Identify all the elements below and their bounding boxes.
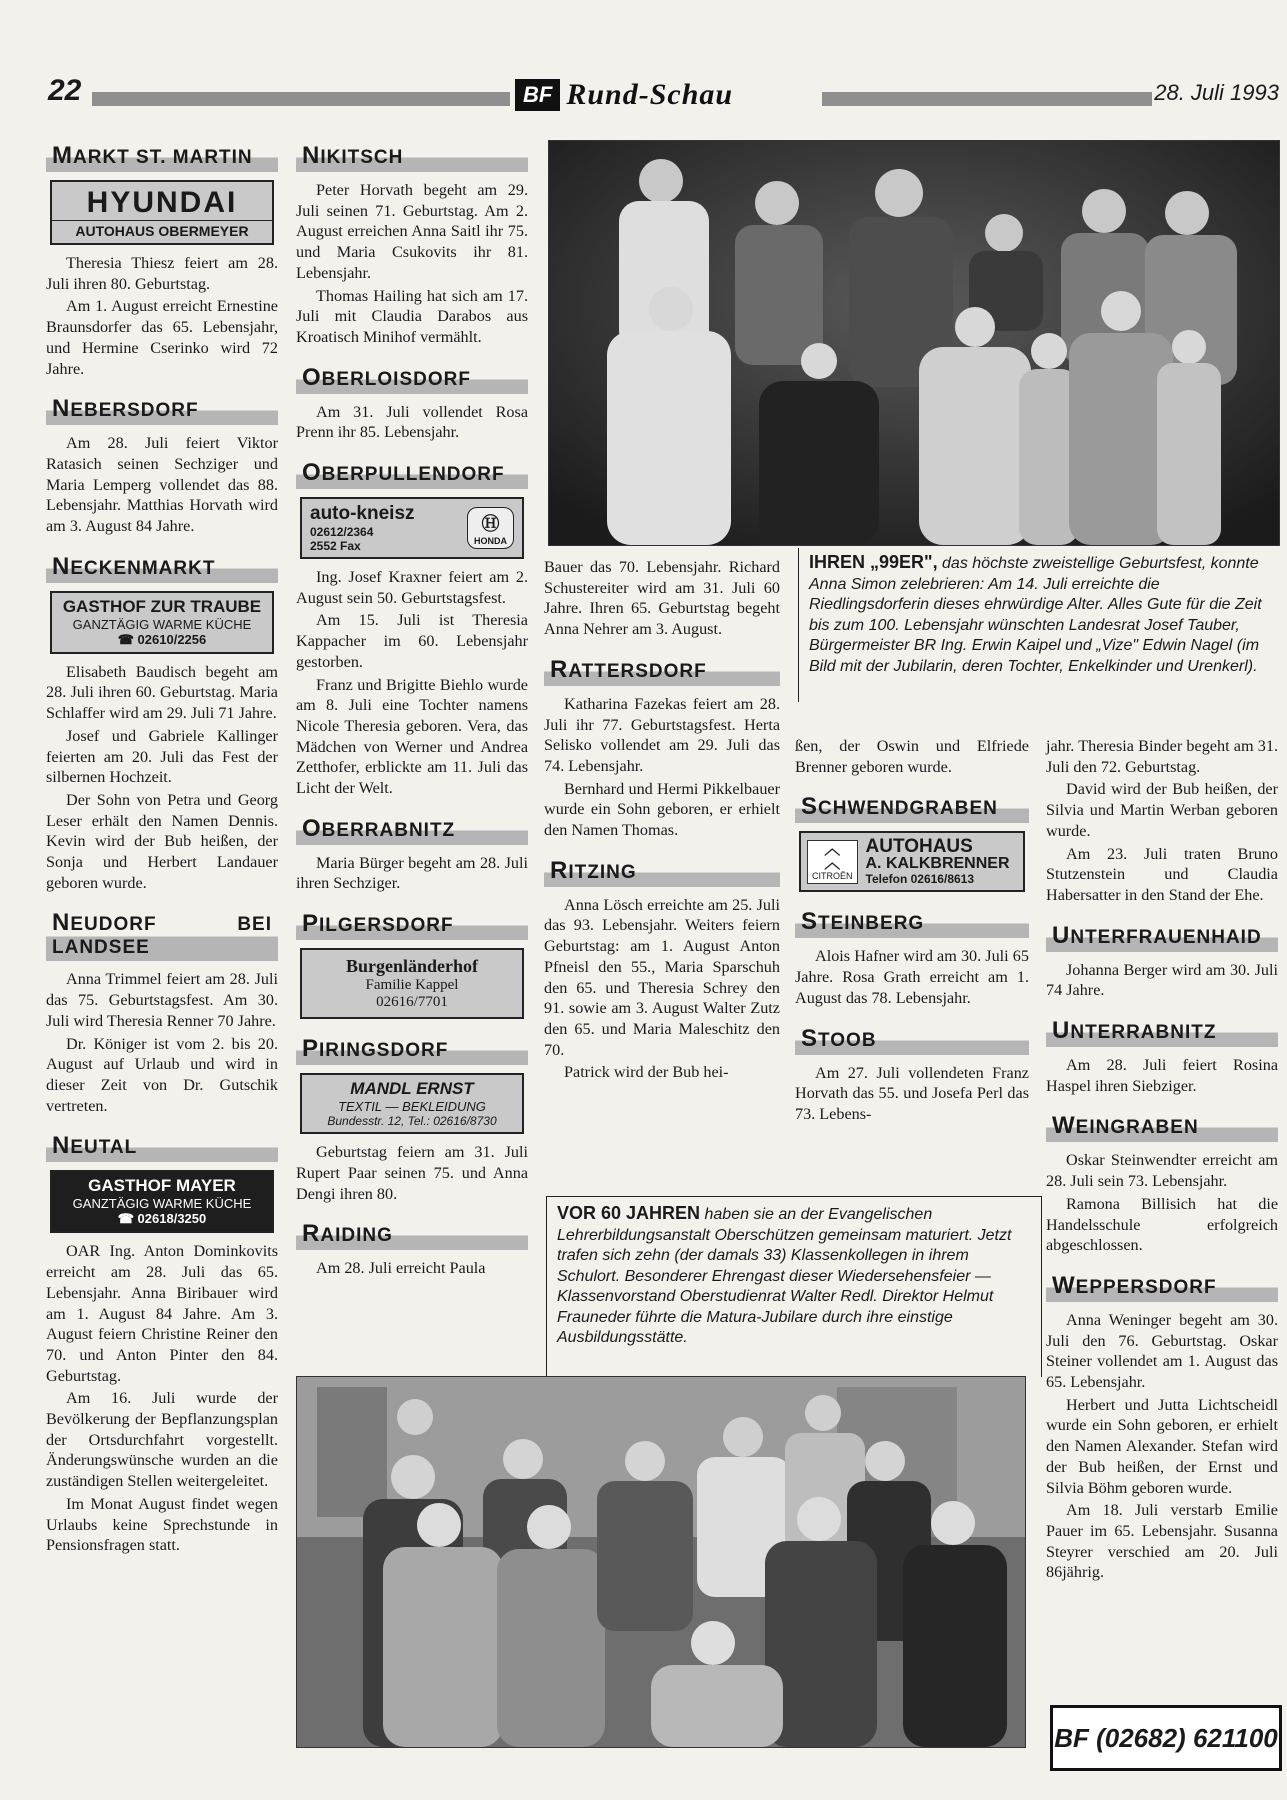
section-title: UNTERRABNITZ [1046, 1015, 1278, 1047]
paragraph: Geburtstag feiern am 31. Juli Rupert Paar seinen 75. und Anna Dengi ihren 80. [296, 1143, 528, 1203]
ad-name: auto-kneisz [310, 503, 415, 525]
ad-gasthof-zur-traube [50, 591, 274, 654]
reunion-photo-image [297, 1377, 1025, 1747]
paragraph: Der Sohn von Petra und Georg Leser erhält den Namen Dennis. Kevin wird der Bub heißen, der Sonja und Herbert Landauer geboren wurde. [46, 790, 278, 892]
paragraph: Am 28. Juli erreicht Paula [316, 1259, 486, 1278]
paragraph: Thomas Hailing hat sich am 17. Juli mit Claudia Darabos aus Kroatisch Minihof vermählt. [296, 286, 528, 346]
caption-lead: VOR 60 JAHREN [557, 1203, 701, 1223]
logo-title: Rund-Schau [566, 78, 734, 111]
ad-autohaus-kalkbrenner [799, 831, 1025, 892]
paragraph: jahr. Theresia Binder begeht am 31. Juli den 72. Geburtstag. [1046, 737, 1278, 776]
ad-auto-kneisz [300, 497, 524, 559]
paragraph: Am 27. Juli vollendeten Franz Horvath das 55. und Josefa Perl das 73. Lebens- [795, 1063, 1029, 1123]
citroen-chevron-icon: ︿ ︿ [824, 840, 841, 872]
paragraph: Ramona Billisich hat die Handelsschule erfolgreich abgeschlossen. [1046, 1194, 1278, 1255]
ad-name: GASTHOF MAYER [88, 1176, 236, 1196]
paragraph: Elisabeth Baudisch begeht am 28. Juli ihren 60. Geburtstag. Maria Schlaffer wird am 29. Juli 71 Jahre. [46, 662, 278, 723]
caption-lead: IHREN „99ER", [809, 552, 938, 572]
ad-gasthof-mayer [50, 1170, 274, 1233]
ad-owner: A. KALKBRENNER [865, 855, 1010, 873]
footer-phone-box [1050, 1705, 1282, 1771]
honda-logo [467, 507, 514, 549]
section-title: STOOB [795, 1023, 1029, 1055]
paragraph: Am 15. Juli ist Theresia Kappacher im 60. Lebensjahr gestorben. [296, 611, 528, 671]
ad-line: Familie Kappel [365, 977, 459, 994]
paragraph: ßen, der Oswin und Elfriede Brenner geboren wurde. [795, 737, 1029, 776]
photo-class-reunion-caption [546, 1196, 1042, 1377]
section-title: NEUTAL [46, 1130, 278, 1162]
section-title: NEBERSDORF [46, 393, 278, 425]
paragraph: Anna Trimmel feiert am 28. Juli das 75. Geburtstagsfest. Am 30. Juli wird Theresia Renner 70 Jahre. [46, 970, 278, 1030]
section-title: NIKITSCH [296, 140, 528, 172]
honda-h-icon: Ⓗ [481, 514, 500, 535]
ad-name: MANDL ERNST [350, 1079, 474, 1099]
ad-burgenlaenderhof [300, 948, 524, 1019]
section-title: OBERLOISDORF [296, 362, 528, 394]
header-rule-left [92, 92, 510, 106]
ad-phone: 02612/2364 [310, 525, 374, 540]
section-title: NECKENMARKT [46, 551, 278, 583]
ad-address: Bundesstr. 12, Tel.: 02616/8730 [327, 1114, 497, 1129]
ad-hyundai [50, 180, 274, 245]
ad-name: GASTHOF ZUR TRAUBE [62, 596, 262, 616]
paragraph: Herbert und Jutta Lichtscheidl wurde ein Sohn geboren, er erhielt den Namen Alexander. Stefan wird der Bub heißen, der Ernst und Silvia Böhm geboren wurde. [1046, 1395, 1278, 1497]
issue-date: 28. Juli 1993 [1154, 80, 1279, 105]
ad-brand: CITROËN [812, 870, 853, 881]
caption-text: das höchste zweistellige Geburtsfest, konnte Anna Simon zelebrieren: Am 14. Juli erreichte die Riedlingsdorferin dieses ehrwürdige Alter. Alles Gute für die Zeit bis zum 100. Lebensjahr wünschten Landesrat Josef Tauber, Bürgermeister BR Ing. Erwin Kaipel und „Vize" Edwin Nagel (im Bild mit der Jubilarin, deren Tochter, Enkelkinder und Urenkerl). [809, 555, 1262, 675]
ad-phone: 02616/7701 [376, 994, 448, 1011]
paragraph: Bauer das 70. Lebensjahr. Richard Schustereiter wird am 31. Juli 60 Jahre. Ihren 65. Geburtstag begeht Anna Nehrer am 3. August. [544, 558, 780, 639]
family-photo-image [549, 141, 1279, 545]
photo-family-99th-birthday [548, 140, 1280, 546]
logo-bf: BF [515, 79, 560, 111]
photo-class-reunion [296, 1376, 1026, 1748]
ad-line: GANZTÄGIG WARME KÜCHE [72, 1196, 252, 1212]
ad-name: AUTOHAUS [865, 836, 973, 858]
section-title: NEUDORF BEI LANDSEE [46, 907, 278, 961]
paragraph: Peter Horvath begeht am 29. Juli seinen 71. Geburtstag. Am 2. August erreichen Anna Saitl ihr 75. und Maria Csukovits ihr 81. Lebensjahr. [296, 181, 528, 282]
paragraph: Josef und Gabriele Kallinger feierten am 20. Juli das Fest der silbernen Hochzeit. [46, 726, 278, 787]
footer-phone: BF (02682) 621100 [1054, 1722, 1278, 1753]
section-title: RITZING [544, 855, 780, 887]
paragraph: Theresia Thiesz feiert am 28. Juli ihren 80. Geburtstag. [46, 254, 278, 293]
ad-line: TEXTIL — BEKLEIDUNG [338, 1099, 486, 1115]
paragraph: Am 23. Juli traten Bruno Stutzenstein und Claudia Habersatter in den Stand der Ehe. [1046, 844, 1278, 904]
section-title: RAIDING [296, 1218, 528, 1250]
section-title: MARKT ST. MARTIN [46, 140, 278, 172]
column-4 [795, 736, 1029, 1127]
paragraph: Ing. Josef Kraxner feiert am 2. August sein 50. Geburtstagsfest. [296, 568, 528, 607]
paragraph: Oskar Steinwendter erreicht am 28. Juli sein 73. Lebensjahr. [1046, 1151, 1278, 1191]
paragraph: Anna Weninger begeht am 30. Juli den 76. Geburtstag. Oskar Steiner vollendet am 1. August das 65. Lebensjahr. [1046, 1310, 1278, 1392]
section-title: STEINBERG [795, 906, 1029, 938]
citroen-logo [807, 840, 858, 884]
page-number: 22 [48, 74, 82, 107]
ad-line: GANZTÄGIG WARME KÜCHE [72, 616, 252, 632]
ad-brand: HYUNDAI [86, 186, 238, 219]
ad-phone: Telefon 02616/8613 [865, 872, 975, 887]
header-rule-right [822, 92, 1152, 106]
section-title: RATTERSDORF [544, 654, 780, 686]
column-5 [1046, 736, 1278, 1585]
section-title: SCHWENDGRABEN [795, 791, 1029, 823]
paragraph: Im Monat August findet wegen Urlaubs keine Sprechstunde in Pensionsfragen statt. [46, 1494, 278, 1555]
column-2 [296, 130, 528, 1281]
paragraph: Johanna Berger wird am 30. Juli 74 Jahre. [1046, 960, 1278, 1000]
ad-phone: ☎ 02618/3250 [117, 1211, 207, 1227]
ad-brand: HONDA [474, 536, 507, 547]
section-title: WEINGRABEN [1046, 1110, 1278, 1142]
paragraph: Patrick wird der Bub hei- [564, 1063, 729, 1082]
section-title: PIRINGSDORF [296, 1033, 528, 1065]
section-title: PILGERSDORF [296, 908, 528, 940]
paragraph: Katharina Fazekas feiert am 28. Juli ihr 77. Geburtstagsfest. Herta Selisko vollendet am 29. Juli das 74. Lebensjahr. [544, 694, 780, 775]
paragraph: Am 28. Juli feiert Viktor Ratasich seinen Sechziger und Maria Lemperg vollendet das 88. Lebensjahr. Matthias Horvath wird am 3. August 84 Jahre. [46, 434, 278, 536]
photo-family-caption [798, 548, 1271, 702]
paragraph: David wird der Bub heißen, der Silvia und Martin Werban geboren wurde. [1046, 780, 1278, 840]
section-title: OBERRABNITZ [296, 813, 528, 845]
paragraph: Maria Bürger begeht am 28. Juli ihren Sechziger. [296, 853, 528, 893]
section-title: UNTERFRAUENHAID [1046, 920, 1278, 952]
paragraph: Am 1. August erreicht Ernestine Braunsdorfer das 65. Lebensjahr, und Hermine Cserinko wird 72 Jahre. [46, 297, 278, 378]
paragraph: Bernhard und Hermi Pikkelbauer wurde ein Sohn geboren, er erhielt den Namen Thomas. [544, 779, 780, 840]
paragraph: Am 31. Juli vollendet Rosa Prenn ihr 85. Lebensjahr. [296, 402, 528, 442]
paragraph: OAR Ing. Anton Dominkovits erreicht am 28. Juli das 65. Lebensjahr. Anna Biribauer wird am 1. August 84 Jahre. Am 3. August feiern Christine Reiner den 70. und Anton Pinter den 84. Geburtstag. [46, 1242, 278, 1385]
ad-fax: 2552 Fax [310, 539, 361, 554]
paragraph: Anna Lösch erreichte am 25. Juli das 93. Lebensjahr. Weiters feiern Geburtstag: am 1. August Anton Pfneisl den 55., Maria Sparschuh den 65. und Theresia Schrey den 91. sowie am 3. August Walter Zutz den 65. und Maria Maleschitz den 70. [544, 895, 780, 1059]
caption-text: haben sie an der Evangelischen Lehrerbildungsanstalt Oberschützen gemeinsam maturiert. Jetzt trafen sich zehn (der damals 33) Klassenkollegen in ihrem Schulort. Besonderer Ehrengast dieser Wiedersehensfeier — Klassenvorstand Oberstudienrat Walter Redl. Direktor Helmut Frauneder führte die Matura-Jubilare durch ihre einstige Ausbildungsstätte. [557, 1206, 1012, 1346]
masthead-logo [515, 78, 733, 112]
ad-phone: ☎ 02610/2256 [117, 631, 207, 647]
ad-name: Burgenländerhof [345, 956, 478, 977]
paragraph: Am 28. Juli feiert Rosina Haspel ihren Siebziger. [1046, 1056, 1278, 1095]
section-title: WEPPERSDORF [1046, 1270, 1278, 1302]
column-1 [46, 130, 278, 1558]
section-title: OBERPULLENDORF [296, 457, 528, 489]
paragraph: Dr. Königer ist vom 2. bis 20. August auf Urlaub und wird in dieser Zeit von Dr. Gutschik vertreten. [46, 1034, 278, 1115]
paragraph: Am 18. Juli verstarb Emilie Pauer im 65. Lebensjahr. Susanna Steyrer verschied am 20. Juli 86jährig. [1046, 1501, 1278, 1582]
paragraph: Franz und Brigitte Biehlo wurde am 8. Juli eine Tochter namens Nicole Theresia geboren. Vera, das Mädchen von Werner und Andrea Zetthofer, erblickte am 11. Juli das Licht der Welt. [296, 675, 528, 798]
ad-mandl-ernst [300, 1073, 524, 1134]
paragraph: Am 16. Juli wurde der Bevölkerung der Bepflanzungsplan der Ortsdurchfahrt vorgestellt. Änderungswünsche wurden an die zuständigen Stellen weitergeleitet. [46, 1389, 278, 1491]
ad-line: AUTOHAUS OBERMEYER [52, 220, 272, 239]
column-3 [544, 557, 780, 1085]
paragraph: Alois Hafner wird am 30. Juli 65 Jahre. Rosa Grath erreicht am 1. August das 78. Lebensjahr. [795, 947, 1029, 1007]
